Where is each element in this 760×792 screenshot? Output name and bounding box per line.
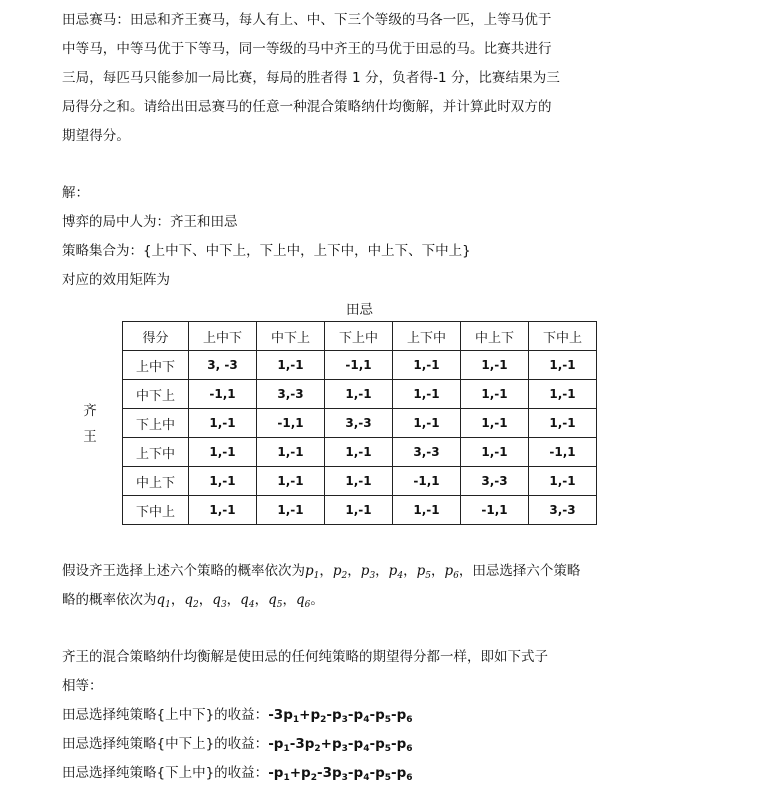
matrix-cell: 3, -3 <box>189 351 257 380</box>
row-header: 下中上 <box>123 496 189 525</box>
column-player-label: 田忌 <box>346 302 373 318</box>
strategy-set-line: 策略集合为：{上中下、中下上，下上中，上下中，中上下、下中上} <box>62 243 471 259</box>
row-player-char: 王 <box>83 429 97 445</box>
assumption-text: 。 <box>310 592 324 608</box>
assumption-text: ，田忌选择六个策略 <box>458 563 581 579</box>
matrix-cell: 1,-1 <box>461 438 529 467</box>
payoff-line <box>62 763 413 788</box>
matrix-cell: 1,-1 <box>325 438 393 467</box>
row-header: 下上中 <box>123 409 189 438</box>
matrix-row <box>123 496 597 525</box>
problem-line: 中等马，中等马优于下等马，同一等级的马中齐王的马优于田忌的马。比赛共进行 <box>62 41 552 57</box>
solution-heading: 解： <box>62 185 89 201</box>
matrix-row <box>123 467 597 496</box>
row-player-char: 齐 <box>83 403 97 419</box>
assumption-text: 略的概率依次为 <box>62 592 157 608</box>
problem-line: 田忌赛马：田忌和齐王赛马，每人有上、中、下三个等级的马各一匹，上等马优于 <box>62 12 552 28</box>
row-player-label <box>80 398 100 450</box>
matrix-cell: 1,-1 <box>189 438 257 467</box>
payoff-expression: $-p_1+p_2-3p_3-p_4-p_5-p_6$ <box>268 765 413 783</box>
matrix-header-row <box>123 322 597 351</box>
utility-matrix <box>122 321 597 525</box>
matrix-row <box>123 380 597 409</box>
matrix-cell: 1,-1 <box>529 380 597 409</box>
matrix-cell: 1,-1 <box>393 380 461 409</box>
problem-line: 期望得分。 <box>62 128 130 144</box>
matrix-cell: 1,-1 <box>257 351 325 380</box>
problem-line: 三局，每匹马只能参加一局比赛，每局的胜者得 1 分，负者得-1 分，比赛结果为三 <box>62 70 560 86</box>
matrix-cell: 1,-1 <box>529 351 597 380</box>
matrix-cell: -1,1 <box>257 409 325 438</box>
row-header: 上下中 <box>123 438 189 467</box>
payoff-label: 田忌选择纯策略{下上中}的收益： <box>62 765 269 781</box>
matrix-cell: 1,-1 <box>189 496 257 525</box>
matrix-cell: 3,-3 <box>529 496 597 525</box>
equilibrium-line-2: 相等： <box>62 678 103 694</box>
q-variable-list: $q_1$，$q_2$，$q_3$，$q_4$，$q_5$，$q_6$ <box>156 592 311 610</box>
assumption-text: 假设齐王选择上述六个策略的概率依次为 <box>62 563 305 579</box>
matrix-cell: 1,-1 <box>529 467 597 496</box>
matrix-cell: 1,-1 <box>325 496 393 525</box>
matrix-cell: 1,-1 <box>393 351 461 380</box>
matrix-cell: -1,1 <box>325 351 393 380</box>
matrix-cell: 3,-3 <box>257 380 325 409</box>
matrix-cell: 3,-3 <box>325 409 393 438</box>
matrix-row <box>123 409 597 438</box>
matrix-cell: 1,-1 <box>257 496 325 525</box>
matrix-row <box>123 438 597 467</box>
matrix-cell: 1,-1 <box>393 496 461 525</box>
column-header: 上中下 <box>189 322 257 351</box>
column-header: 下中上 <box>529 322 597 351</box>
row-header: 上中下 <box>123 351 189 380</box>
row-header: 中上下 <box>123 467 189 496</box>
matrix-cell: 1,-1 <box>461 409 529 438</box>
players-line: 博弈的局中人为：齐王和田忌 <box>62 214 238 230</box>
matrix-cell: -1,1 <box>189 380 257 409</box>
row-header: 中下上 <box>123 380 189 409</box>
problem-line: 局得分之和。请给出田忌赛马的任意一种混合策略纳什均衡解，并计算此时双方的 <box>62 99 552 115</box>
matrix-cell: 3,-3 <box>461 467 529 496</box>
payoff-label: 田忌选择纯策略{中下上}的收益： <box>62 736 269 752</box>
assumption-line-1 <box>62 561 580 586</box>
payoff-expression: $-p_1-3p_2+p_3-p_4-p_5-p_6$ <box>268 736 413 754</box>
matrix-row <box>123 351 597 380</box>
matrix-cell: 1,-1 <box>189 409 257 438</box>
payoff-label: 田忌选择纯策略{上中下}的收益： <box>62 707 269 723</box>
column-header: 中下上 <box>257 322 325 351</box>
matrix-cell: 1,-1 <box>257 467 325 496</box>
matrix-cell: 3,-3 <box>393 438 461 467</box>
payoff-expression: $-3p_1+p_2-p_3-p_4-p_5-p_6$ <box>268 707 413 725</box>
matrix-corner: 得分 <box>123 322 189 351</box>
matrix-cell: 1,-1 <box>393 409 461 438</box>
assumption-line-2 <box>62 590 324 615</box>
matrix-cell: 1,-1 <box>461 380 529 409</box>
column-header: 中上下 <box>461 322 529 351</box>
matrix-cell: -1,1 <box>461 496 529 525</box>
column-header: 下上中 <box>325 322 393 351</box>
matrix-intro-line: 对应的效用矩阵为 <box>62 272 170 288</box>
payoff-line <box>62 705 413 730</box>
equilibrium-line-1: 齐王的混合策略纳什均衡解是使田忌的任何纯策略的期望得分都一样，即如下式子 <box>62 649 548 665</box>
matrix-cell: 1,-1 <box>461 351 529 380</box>
matrix-cell: 1,-1 <box>325 467 393 496</box>
payoff-line <box>62 734 413 759</box>
matrix-cell: -1,1 <box>529 438 597 467</box>
p-variable-list: $p_1$，$p_2$，$p_3$，$p_4$，$p_5$，$p_6$ <box>305 563 459 581</box>
matrix-cell: 1,-1 <box>529 409 597 438</box>
matrix-cell: 1,-1 <box>325 380 393 409</box>
matrix-cell: 1,-1 <box>257 438 325 467</box>
matrix-cell: 1,-1 <box>189 467 257 496</box>
column-header: 上下中 <box>393 322 461 351</box>
matrix-cell: -1,1 <box>393 467 461 496</box>
